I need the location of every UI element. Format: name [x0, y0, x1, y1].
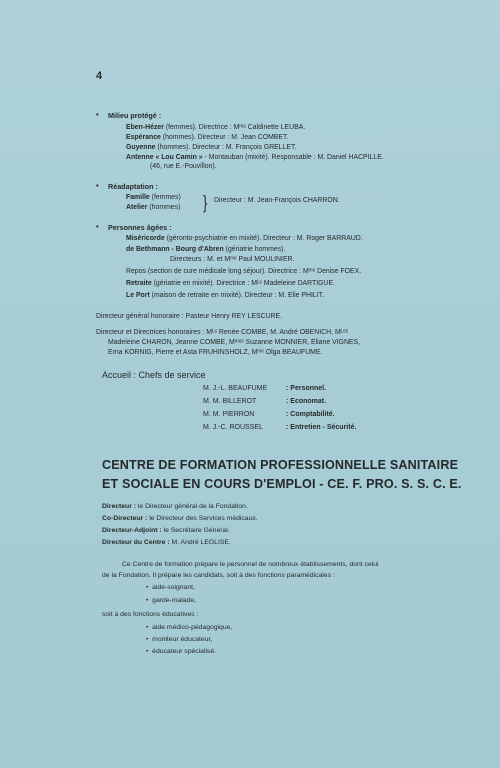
bullet: • — [146, 624, 153, 631]
item-text: aide-soignant, — [152, 584, 195, 591]
item-name: Miséricorde — [126, 235, 165, 242]
item-name: Retraite — [126, 280, 152, 287]
item-text: aide médico-pédagogique, — [152, 624, 233, 631]
item-name: Guyenne — [126, 144, 156, 151]
staff-line — [102, 503, 248, 510]
item-detail: (gériatrie en mixité). Directrice : Mᴸᵉ Madeleine DARTIGUE. — [151, 280, 335, 287]
staff-detail: le Directeur des Services médicaux. — [147, 515, 258, 522]
list-item — [146, 636, 212, 643]
list-item — [126, 194, 181, 201]
service-role: : Economat. — [286, 398, 327, 405]
list-item — [126, 268, 361, 275]
staff-line — [102, 527, 230, 534]
directors-text: Directeurs : M. et Mᵐᵉ Paul MOULINIER. — [170, 256, 295, 263]
staff-line — [102, 539, 231, 546]
service-name: M. J.-C. ROUSSEL — [203, 424, 263, 431]
item-detail: (femmes) — [149, 194, 181, 201]
list-item — [146, 648, 216, 655]
item-name: Espérance — [126, 134, 161, 141]
staff-role: Directeur : — [102, 503, 136, 510]
honorary-line: Directeur et Directrices honoraires : Mᴸᵉ Renée COMBE, M. André OBENICH, Mᴸᵉˢ — [96, 329, 349, 336]
item-name: de Bethmann - Bourg d'Abren — [126, 246, 224, 253]
bullet: • — [146, 597, 153, 604]
list-item — [126, 235, 363, 242]
staff-detail: le Secrétaire Général. — [161, 527, 230, 534]
intro-line: Ce Centre de formation prépare le personnel de nombreux établissements, dont celui — [122, 561, 379, 568]
list-item — [126, 144, 296, 151]
accueil-heading: Accueil : Chefs de service — [102, 370, 206, 380]
item-name: Eben-Hézer — [126, 124, 164, 131]
service-name: M. J.-L. BEAUFUME — [203, 385, 268, 392]
item-text: moniteur éducateur, — [152, 636, 213, 643]
list-item — [146, 584, 195, 591]
service-name: M. M. PIERRON — [203, 411, 255, 418]
item-name: Atelier — [126, 204, 148, 211]
staff-role: Co-Directeur : — [102, 515, 148, 522]
list-item — [146, 597, 196, 604]
staff-role: Directeur-Adjoint : — [102, 527, 162, 534]
service-name: M. M. BILLEROT — [203, 398, 257, 405]
item-detail: (maison de retraite en mixité). Directeur : M. Elie PHILIT. — [149, 292, 324, 299]
section-title-milieu: Milieu protégé : — [108, 111, 162, 120]
brace-glyph: } — [203, 191, 208, 213]
item-detail: (hommes) — [147, 204, 181, 211]
item-detail: (hommes). Directeur : M. Jean COMBET. — [160, 134, 289, 141]
staff-line — [102, 515, 258, 522]
service-role: : Entretien - Sécurité. — [286, 424, 357, 431]
item-text: éducateur spécialisé. — [152, 648, 217, 655]
bullet: • — [146, 584, 153, 591]
item-name: Antenne « Lou Camin » — [126, 154, 203, 161]
item-name: Famille — [126, 194, 150, 201]
service-role: : Personnel. — [286, 385, 327, 392]
list-item — [146, 624, 232, 631]
list-item — [126, 154, 384, 161]
item-detail: - Montauban (mixité). Responsable : M. Daniel HACPILLE. — [202, 154, 384, 161]
item-detail: (géronto-psychiatrie en mixité). Directeur : M. Roger BARRAUD. — [164, 235, 363, 242]
item-text: garde-malade, — [152, 597, 196, 604]
section-title-readaptation: Réadaptation : — [108, 182, 158, 191]
staff-detail: M. André LEGLISE. — [169, 539, 231, 546]
list-item — [126, 134, 288, 141]
item-name: Repos — [126, 268, 146, 275]
bullet: • — [146, 648, 153, 655]
honorary-line: Erna KORNIG, Pierre et Asta FRUHINSHOLZ, Mᵐᵉ Olga BEAUFUME. — [108, 349, 323, 356]
bullet: • — [96, 181, 99, 190]
item-name: Le Port — [126, 292, 150, 299]
page-number: 4 — [96, 70, 103, 82]
item-detail: (femmes). Directrice : Mᵐᵉ Caldinette LEUBA. — [163, 124, 306, 131]
address-text: (46, rue E.-Pouvillon). — [150, 163, 217, 170]
educ-intro: soit à des fonctions éducatives : — [102, 611, 199, 618]
bullet: • — [96, 222, 99, 231]
honorary-director: Directeur général honoraire : Pasteur Henry REY LESCURE. — [96, 313, 283, 320]
director-text: Directeur : M. Jean-François CHARRON. — [214, 197, 340, 204]
section-title-ages: Personnes âgées : — [108, 223, 172, 232]
item-detail: (section de cure médicale long séjour). Directrice : Mᵐᵉ Denise FOEX. — [145, 268, 362, 275]
bullet: • — [96, 110, 99, 119]
service-role: : Comptabilité. — [286, 411, 335, 418]
bullet: • — [146, 636, 153, 643]
item-detail: (gériatrie hommes). — [223, 246, 286, 253]
staff-detail: le Directeur général de la Fondation. — [136, 503, 248, 510]
list-item — [126, 292, 324, 299]
staff-role: Directeur du Centre : — [102, 539, 170, 546]
list-item — [126, 246, 285, 253]
list-item — [126, 280, 335, 287]
honorary-line: Madeleine CHARON, Jeanne COMBE, Mᵐᵉˢ Suzanne MONNIER, Eliane VIGNES, — [108, 339, 361, 346]
centre-title-line1: CENTRE DE FORMATION PROFESSIONNELLE SANITAIRE — [102, 458, 459, 472]
centre-title-line2: ET SOCIALE EN COURS D'EMPLOI - CE. F. PRO. S. S. C. E. — [102, 477, 462, 491]
list-item — [126, 124, 305, 131]
list-item — [126, 204, 180, 211]
item-detail: (hommes). Directeur : M. François GRELLET. — [155, 144, 297, 151]
intro-line: de la Fondation. Il prépare les candidats, soit à des fonctions paramédicales : — [102, 572, 335, 579]
